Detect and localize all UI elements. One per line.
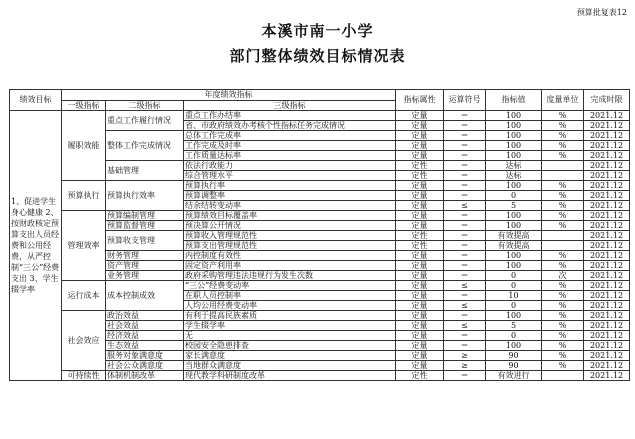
op-cell: ＝ [444, 151, 486, 161]
header-op: 运算符号 [444, 90, 486, 111]
unit-cell: % [542, 131, 584, 141]
level3-cell: 内控制度有效性 [184, 251, 396, 261]
due-cell: 2021.12 [584, 321, 630, 331]
level3-cell: 学生辍学率 [184, 321, 396, 331]
table-row [10, 311, 630, 321]
level2-cell: 服务对象满意度 [106, 351, 184, 361]
value-cell: 有效提高 [486, 231, 542, 241]
level3-cell: “三公”经费变动率 [184, 281, 396, 291]
level3-cell: 有利于提高民族素质 [184, 311, 396, 321]
value-cell: 100 [486, 111, 542, 121]
table-row [10, 111, 630, 121]
value-cell: 达标 [486, 171, 542, 181]
attr-cell: 定量 [396, 131, 444, 141]
value-cell: 100 [486, 341, 542, 351]
unit-cell [542, 171, 584, 181]
op-cell: ＝ [444, 121, 486, 131]
op-cell: ＝ [444, 181, 486, 191]
op-cell: ≤ [444, 281, 486, 291]
value-cell: 100 [486, 251, 542, 261]
attr-cell: 定性 [396, 171, 444, 181]
level2-cell: 资产管理 [106, 261, 184, 271]
due-cell: 2021.12 [584, 141, 630, 151]
due-cell: 2021.12 [584, 311, 630, 321]
unit-cell: % [542, 121, 584, 131]
value-cell: 100 [486, 121, 542, 131]
op-cell: ＝ [444, 271, 486, 281]
due-cell: 2021.12 [584, 191, 630, 201]
level3-cell: 工作质量达标率 [184, 151, 396, 161]
attr-cell: 定量 [396, 281, 444, 291]
attr-cell: 定量 [396, 221, 444, 231]
level2-cell: 成本控制成效 [106, 281, 184, 311]
header-unit: 度量单位 [542, 90, 584, 111]
op-cell: ＝ [444, 191, 486, 201]
unit-cell: % [542, 321, 584, 331]
due-cell: 2021.12 [584, 271, 630, 281]
op-cell: ≤ [444, 201, 486, 211]
op-cell: ＝ [444, 231, 486, 241]
unit-cell: % [542, 281, 584, 291]
level1-cell: 管理效率 [62, 211, 106, 281]
level3-cell: 现代教学科研制度改革 [184, 371, 396, 381]
level2-cell: 经济效益 [106, 331, 184, 341]
due-cell: 2021.12 [584, 181, 630, 191]
level3-cell: 工作完成及时率 [184, 141, 396, 151]
performance-table [9, 89, 630, 381]
attr-cell: 定量 [396, 261, 444, 271]
attr-cell: 定量 [396, 111, 444, 121]
attr-cell: 定量 [396, 211, 444, 221]
attr-cell: 定量 [396, 301, 444, 311]
unit-cell: 次 [542, 271, 584, 281]
attr-cell: 定量 [396, 271, 444, 281]
level3-cell: 预算调整率 [184, 191, 396, 201]
value-cell: 有效提高 [486, 241, 542, 251]
level3-cell: 预算收入管理规范性 [184, 231, 396, 241]
level1-cell: 运行成本 [62, 281, 106, 311]
level1-cell: 履职效能 [62, 111, 106, 181]
op-cell: ＝ [444, 251, 486, 261]
level3-cell: 预算支出管理规范性 [184, 241, 396, 251]
unit-cell: % [542, 361, 584, 371]
due-cell: 2021.12 [584, 291, 630, 301]
due-cell: 2021.12 [584, 151, 630, 161]
level3-cell: 总体工作完成率 [184, 131, 396, 141]
op-cell: ＝ [444, 291, 486, 301]
level3-cell: 固定资产利用率 [184, 261, 396, 271]
unit-cell: % [542, 151, 584, 161]
level2-cell: 体制机制改革 [106, 371, 184, 381]
level3-cell: 依法行政能力 [184, 161, 396, 171]
due-cell: 2021.12 [584, 201, 630, 211]
due-cell: 2021.12 [584, 221, 630, 231]
attr-cell: 定量 [396, 201, 444, 211]
unit-cell: % [542, 351, 584, 361]
unit-cell: % [542, 221, 584, 231]
header-value: 指标值 [486, 90, 542, 111]
attr-cell: 定量 [396, 351, 444, 361]
due-cell: 2021.12 [584, 251, 630, 261]
level3-cell: 在职人员控制率 [184, 291, 396, 301]
unit-cell: % [542, 201, 584, 211]
level1-cell: 社会效应 [62, 311, 106, 371]
level3-cell: 预算绩效目标覆盖率 [184, 211, 396, 221]
level1-cell: 预算执行 [62, 181, 106, 211]
level3-cell: 无 [184, 331, 396, 341]
attr-cell: 定量 [396, 291, 444, 301]
unit-cell: % [542, 311, 584, 321]
due-cell: 2021.12 [584, 121, 630, 131]
op-cell: ＝ [444, 161, 486, 171]
attr-cell: 定性 [396, 371, 444, 381]
level2-cell: 整体工作完成情况 [106, 131, 184, 161]
table-row [10, 211, 630, 221]
unit-cell: % [542, 341, 584, 351]
value-cell: 0 [486, 331, 542, 341]
level2-cell: 预算收支管理 [106, 231, 184, 251]
unit-cell: % [542, 261, 584, 271]
due-cell: 2021.12 [584, 341, 630, 351]
value-cell: 5 [486, 321, 542, 331]
level2-cell: 预算执行效率 [106, 181, 184, 211]
form-number: 预算批复表12 [576, 8, 627, 17]
value-cell: 0 [486, 301, 542, 311]
op-cell: ＝ [444, 371, 486, 381]
attr-cell: 定量 [396, 331, 444, 341]
op-cell: ≤ [444, 301, 486, 311]
value-cell: 100 [486, 311, 542, 321]
value-cell: 100 [486, 141, 542, 151]
value-cell: 0 [486, 191, 542, 201]
value-cell: 0 [486, 281, 542, 291]
value-cell: 有效进行 [486, 371, 542, 381]
unit-cell: % [542, 111, 584, 121]
attr-cell: 定量 [396, 141, 444, 151]
op-cell: ≥ [444, 351, 486, 361]
unit-cell [542, 371, 584, 381]
level3-cell: 人均公用经费变动率 [184, 301, 396, 311]
value-cell: 10 [486, 291, 542, 301]
unit-cell [542, 231, 584, 241]
attr-cell: 定量 [396, 251, 444, 261]
attr-cell: 定性 [396, 241, 444, 251]
value-cell: 100 [486, 131, 542, 141]
level2-cell: 政治效益 [106, 311, 184, 321]
due-cell: 2021.12 [584, 241, 630, 251]
unit-cell [542, 161, 584, 171]
op-cell: ＝ [444, 331, 486, 341]
goal-cell: 1、促进学生身心健康 2、按财政核定预算支出人员经费和公用经费，从严控制“三公”经费支出 3、学生辍学率 [10, 111, 62, 381]
level3-cell: 当地群众满意度 [184, 361, 396, 371]
due-cell: 2021.12 [584, 261, 630, 271]
table-row [10, 181, 630, 191]
unit-cell [542, 241, 584, 251]
level3-cell: 家长满意度 [184, 351, 396, 361]
level2-cell: 社会效益 [106, 321, 184, 331]
due-cell: 2021.12 [584, 111, 630, 121]
op-cell: ＝ [444, 211, 486, 221]
due-cell: 2021.12 [584, 371, 630, 381]
due-cell: 2021.12 [584, 351, 630, 361]
unit-cell: % [542, 191, 584, 201]
value-cell: 达标 [486, 161, 542, 171]
unit-cell: % [542, 301, 584, 311]
attr-cell: 定量 [396, 341, 444, 351]
level3-cell: 预算执行率 [184, 181, 396, 191]
attr-cell: 定量 [396, 321, 444, 331]
due-cell: 2021.12 [584, 131, 630, 141]
level2-cell: 重点工作履行情况 [106, 111, 184, 131]
header-goal: 绩效目标 [10, 90, 62, 111]
op-cell: ＝ [444, 341, 486, 351]
op-cell: ＝ [444, 141, 486, 151]
op-cell: ≥ [444, 361, 486, 371]
level1-cell: 可持续性 [62, 371, 106, 381]
header-due: 完成时限 [584, 90, 630, 111]
level2-cell: 财务管理 [106, 251, 184, 261]
value-cell: 100 [486, 221, 542, 231]
due-cell: 2021.12 [584, 361, 630, 371]
op-cell: ＝ [444, 241, 486, 251]
due-cell: 2021.12 [584, 161, 630, 171]
op-cell: ≤ [444, 321, 486, 331]
table-row [10, 371, 630, 381]
op-cell: ＝ [444, 311, 486, 321]
unit-cell: % [542, 141, 584, 151]
op-cell: ＝ [444, 221, 486, 231]
unit-cell: % [542, 251, 584, 261]
table-row [10, 281, 630, 291]
page-subtitle: 部门整体绩效目标情况表 [229, 47, 406, 65]
level2-cell: 预算监督管理 [106, 221, 184, 231]
due-cell: 2021.12 [584, 211, 630, 221]
op-cell: ＝ [444, 171, 486, 181]
value-cell: 100 [486, 261, 542, 271]
attr-cell: 定量 [396, 311, 444, 321]
unit-cell: % [542, 291, 584, 301]
header-level2: 二级指标 [106, 101, 184, 111]
attr-cell: 定量 [396, 151, 444, 161]
attr-cell: 定性 [396, 231, 444, 241]
value-cell: 90 [486, 361, 542, 371]
page-title: 本溪市南一小学 [261, 22, 374, 40]
unit-cell: % [542, 331, 584, 341]
level3-cell: 省、市政府绩效办考核个性指标任务完成情况 [184, 121, 396, 131]
level3-cell: 综合管理水平 [184, 171, 396, 181]
header-row-1 [10, 90, 630, 101]
unit-cell: % [542, 211, 584, 221]
value-cell: 0 [486, 271, 542, 281]
due-cell: 2021.12 [584, 301, 630, 311]
due-cell: 2021.12 [584, 281, 630, 291]
op-cell: ＝ [444, 111, 486, 121]
op-cell: ＝ [444, 261, 486, 271]
level2-cell: 生态效益 [106, 341, 184, 351]
due-cell: 2021.12 [584, 331, 630, 341]
level3-cell: 重点工作办结率 [184, 111, 396, 121]
attr-cell: 定量 [396, 361, 444, 371]
level2-cell: 业务管理 [106, 271, 184, 281]
level3-cell: 政府采购管理违法违规行为发生次数 [184, 271, 396, 281]
attr-cell: 定量 [396, 181, 444, 191]
value-cell: 100 [486, 211, 542, 221]
header-level1: 一级指标 [62, 101, 106, 111]
attr-cell: 定量 [396, 191, 444, 201]
value-cell: 90 [486, 351, 542, 361]
header-indicator-group: 年度绩效指标 [62, 90, 396, 101]
due-cell: 2021.12 [584, 231, 630, 241]
header-attr: 指标属性 [396, 90, 444, 111]
attr-cell: 定量 [396, 121, 444, 131]
op-cell: ＝ [444, 131, 486, 141]
attr-cell: 定性 [396, 161, 444, 171]
level2-cell: 基础管理 [106, 161, 184, 181]
value-cell: 100 [486, 181, 542, 191]
level2-cell: 社会公众满意度 [106, 361, 184, 371]
level2-cell: 预算编制管理 [106, 211, 184, 221]
due-cell: 2021.12 [584, 171, 630, 181]
level3-cell: 预决算公开情况 [184, 221, 396, 231]
level3-cell: 校园安全隐患排查 [184, 341, 396, 351]
unit-cell: % [542, 181, 584, 191]
value-cell: 5 [486, 201, 542, 211]
level3-cell: 结余结转变动率 [184, 201, 396, 211]
value-cell: 100 [486, 151, 542, 161]
header-level3: 三级指标 [184, 101, 396, 111]
